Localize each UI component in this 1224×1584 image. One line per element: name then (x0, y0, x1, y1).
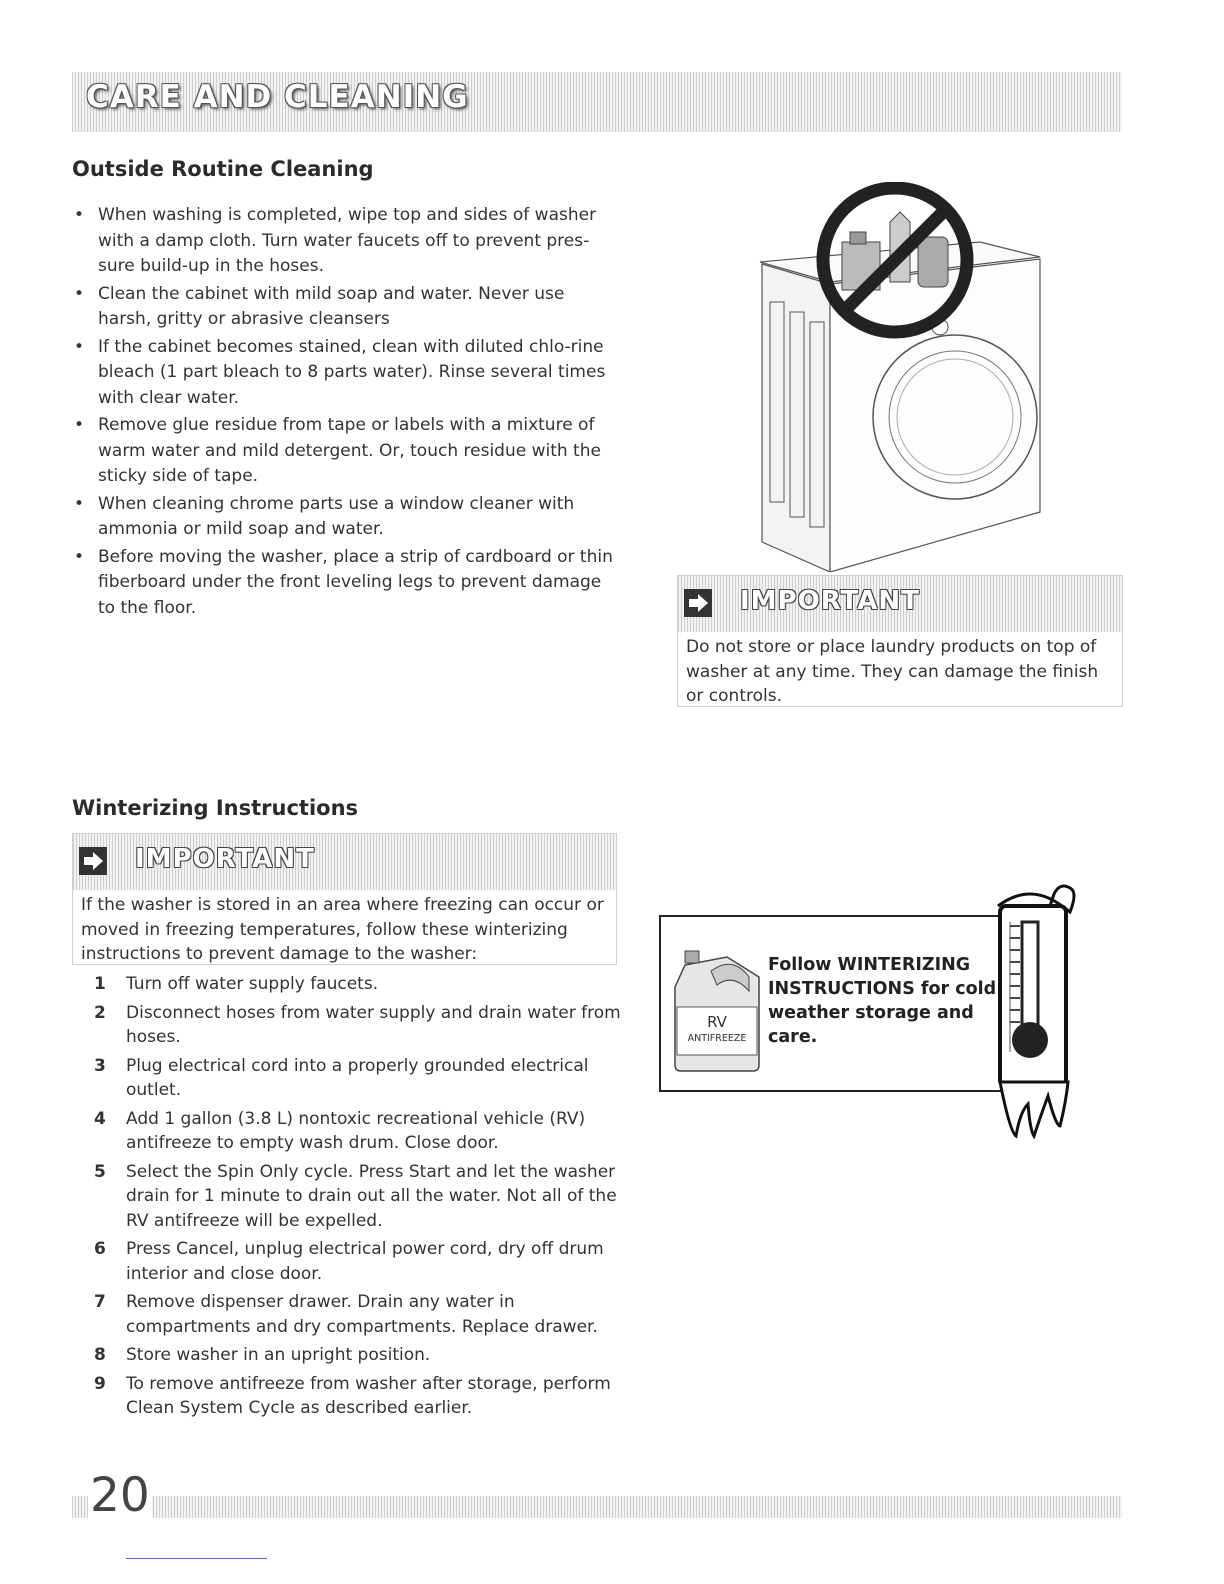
list-item: • If the cabinet becomes stained, clean with diluted chlo-rine bleach (1 part bleach to 8 parts water). Rinse several times with clear water. (74, 336, 606, 408)
list-item: 8 Store washer in an upright position. (94, 1345, 431, 1365)
important-text: Do not store or place laundry products on top of washer at any time. They can damage the finish or controls. (686, 637, 1099, 706)
important-header (73, 834, 616, 890)
list-item: 3 Plug electrical cord into a properly grounded electrical outlet. (94, 1055, 589, 1100)
important-notice-laundry (677, 575, 1123, 707)
arrow-right-icon (79, 847, 107, 875)
important-title: IMPORTANT (135, 844, 315, 874)
list-item: • When cleaning chrome parts use a window cleaner with ammonia or mild soap and water. (74, 493, 575, 539)
divider (126, 1558, 267, 1559)
winterizing-callout (659, 915, 1006, 1092)
list-item: 9 To remove antifreeze from washer after storage, perform Clean System Cycle as described earlier. (94, 1373, 611, 1418)
page-number: 20 (90, 1468, 150, 1523)
list-item: • When washing is completed, wipe top and sides of washer with a damp cloth. Turn water faucets off to prevent pres-sure build-up in the hoses. (74, 205, 597, 276)
winterizing-heading: Winterizing Instructions (72, 796, 359, 820)
list-item: • Clean the cabinet with mild soap and water. Never use harsh, gritty or abrasive cleansers (74, 283, 565, 329)
frozen-thermometer-icon (990, 882, 1080, 1142)
list-item: 4 Add 1 gallon (3.8 L) nontoxic recreational vehicle (RV) antifreeze to empty wash drum. Close door. (94, 1108, 586, 1153)
antifreeze-jug-icon (667, 947, 767, 1077)
winterizing-steps (92, 972, 622, 1425)
outside-cleaning-heading: Outside Routine Cleaning (72, 157, 374, 181)
list-item: 1 Turn off water supply faucets. (94, 974, 379, 994)
list-item: • Before moving the washer, place a strip of cardboard or thin fiberboard under the front leveling legs to prevent damage to the floor. (74, 546, 613, 618)
important-notice-winterizing (72, 833, 617, 965)
arrow-right-icon (684, 589, 712, 617)
footer-bar (72, 1496, 1122, 1518)
jug-sublabel: ANTIFREEZE (687, 1033, 747, 1044)
list-item: 2 Disconnect hoses from water supply and drain water from hoses. (94, 1002, 621, 1047)
section-header-bar (72, 72, 1122, 132)
section-title: CARE AND CLEANING (86, 79, 469, 115)
list-item: 7 Remove dispenser drawer. Drain any water in compartments and dry compartments. Replace drawer. (94, 1292, 598, 1337)
washer-no-products-illustration (750, 182, 1050, 572)
important-header (678, 576, 1122, 632)
list-item: 6 Press Cancel, unplug electrical power cord, dry off drum interior and close door. (94, 1239, 604, 1284)
important-text: If the washer is stored in an area where freezing can occur or moved in freezing temperatures, follow these winterizing instructions to prevent damage to the washer: (81, 895, 604, 964)
important-title: IMPORTANT (740, 586, 920, 616)
winterizing-callout-text: Follow WINTERIZING INSTRUCTIONS for cold weather storage and care. (768, 955, 997, 1047)
jug-label: RV (707, 1013, 727, 1031)
outside-cleaning-list (72, 203, 620, 623)
list-item: 5 Select the Spin Only cycle. Press Start and let the washer drain for 1 minute to drain out all the water. Not all of the RV antifreeze will be expelled. (94, 1161, 617, 1231)
list-item: • Remove glue residue from tape or labels with a mixture of warm water and mild detergent. Or, touch residue with the sticky side of tape. (74, 415, 601, 486)
